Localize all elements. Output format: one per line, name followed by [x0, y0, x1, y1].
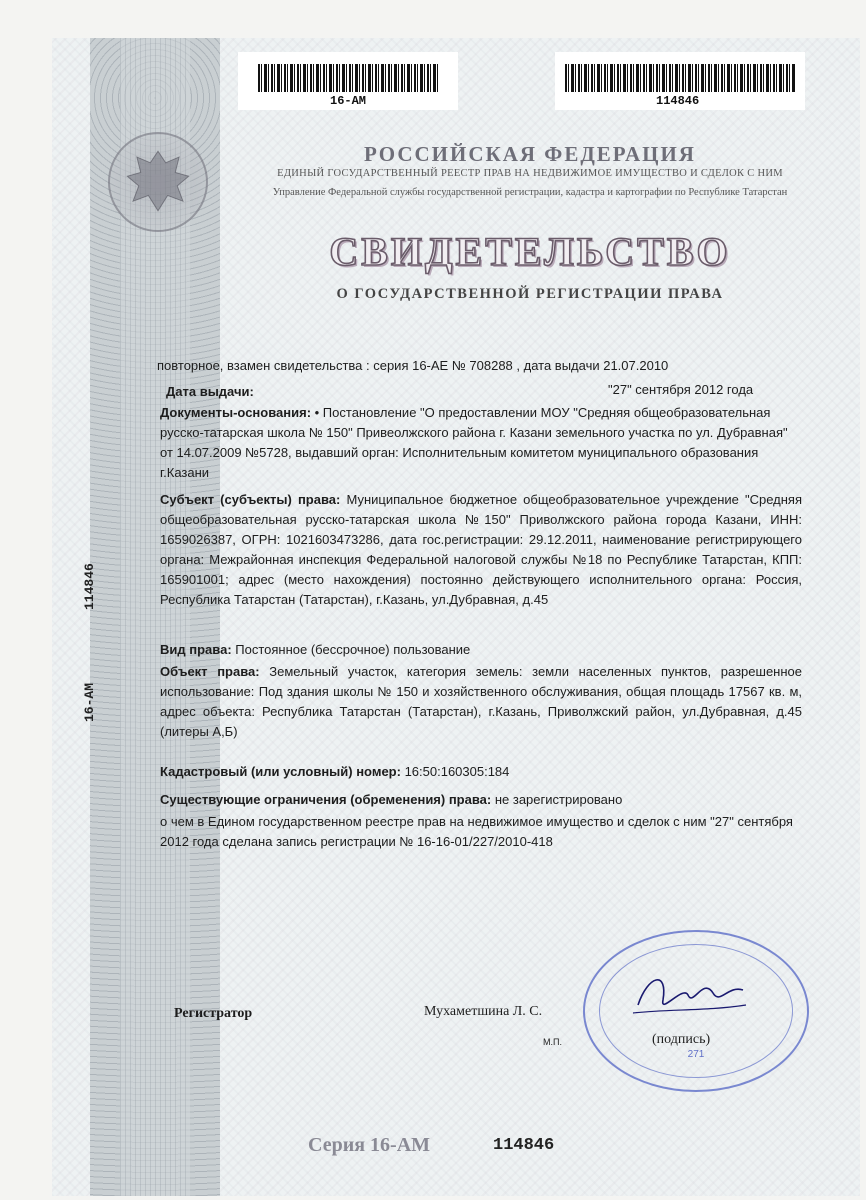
- stamp-place-label: М.П.: [543, 1037, 562, 1047]
- footer-series: Серия 16-АМ: [308, 1134, 431, 1156]
- object-value: Земельный участок, категория земель: земли населенных пунктов, разрешенное использование: Под здания школы № 150 и хозяйственного обслуживания, общая площадь 17567 кв. м, адрес объекта: Республика Татарстан (Татарстан), г.Казань, Приволжский район, ул.Дубравная, д.45 (литеры А,Б): [160, 664, 802, 739]
- side-series: 16-АМ: [82, 682, 97, 722]
- right-type-value: Постоянное (бессрочное) пользование: [231, 642, 471, 657]
- cadastral-block: [160, 762, 802, 782]
- restrictions-value: не зарегистрировано: [491, 792, 623, 807]
- issue-date-label: [166, 382, 254, 402]
- cadastral-label: Кадастровый (или условный) номер:: [160, 764, 401, 779]
- documents-block: [160, 403, 802, 483]
- issue-date-label-text: Дата выдачи:: [166, 384, 254, 399]
- right-type-block: [160, 640, 802, 660]
- cadastral-value: 16:50:160305:184: [400, 764, 510, 779]
- barcode-left-caption: 16-АМ: [330, 94, 367, 108]
- right-type-label: Вид права:: [160, 642, 232, 657]
- restrictions-label: Существующие ограничения (обременения) права:: [160, 792, 492, 807]
- registry-heading: ЕДИНЫЙ ГОСУДАРСТВЕННЫЙ РЕЕСТР ПРАВ НА НЕДВИЖИМОЕ ИМУЩЕСТВО И СДЕЛОК С НИМ: [277, 168, 783, 179]
- document-subtitle: О ГОСУДАРСТВЕННОЙ РЕГИСТРАЦИИ ПРАВА: [336, 286, 724, 302]
- authority-heading: Управление Федеральной службы государственной регистрации, кадастра и картографии по Республике Татарстан: [272, 187, 788, 198]
- barcode-left: [258, 64, 438, 92]
- registrar-name: Мухаметшина Л. С.: [424, 1004, 543, 1019]
- barcode-right: [565, 64, 795, 92]
- documents-value: • Постановление "О предоставлении МОУ "Средняя общеобразовательная русско-татарская школа № 150" Привеолжского района г. Казани земельного участка по ул. Дубравная" от 14.07.2009 №5728, выдавший орган: Исполнительным комитетом муниципального образования г.Казани: [160, 405, 788, 480]
- registrar-label: Регистратор: [174, 1006, 253, 1021]
- record-note: о чем в Едином государственном реестре прав на недвижимое имущество и сделок с ним "27" сентября 2012 года сделана запись регистрации № 16-16-01/227/2010-418: [160, 814, 793, 849]
- handwritten-signature: [628, 965, 748, 1025]
- coat-of-arms-icon: [108, 132, 208, 232]
- documents-label: Документы-основания:: [160, 405, 312, 420]
- restrictions-block: [160, 790, 802, 810]
- object-block: [160, 662, 802, 742]
- barcode-right-panel: [555, 52, 805, 110]
- repeat-note: повторное, взамен свидетельства : серия 16-АЕ № 708288 , дата выдачи 21.07.2010: [157, 358, 669, 373]
- subject-label: Субъект (субъекты) права:: [160, 492, 341, 507]
- barcode-left-panel: [238, 52, 458, 110]
- subject-value: Муниципальное бюджетное общеобразовательное учреждение "Средняя общеобразовательная русско-татарская школа №150" Приволжского района города Казани, ИНН: 1659026387, ОГРН: 1021603473286, дата гос.регистрации: 29.12.2011, наименование регистрирующего органа: Межрайонная инспекция Федеральной налоговой службы №18 по Республике Татарстан, КПП: 165901001; адрес (место нахождения) постоянно действующего исполнительного органа: Россия, Республика Татарстан (Татарстан), г.Казань, ул.Дубравная, д.45: [160, 492, 803, 607]
- country-heading: РОССИЙСКАЯ ФЕДЕРАЦИЯ: [364, 142, 696, 166]
- document-title: СВИДЕТЕЛЬСТВО: [329, 229, 731, 274]
- signature-caption: (подпись): [652, 1032, 711, 1047]
- side-number: 114846: [82, 563, 97, 610]
- issue-date-value: "27" сентября 2012 года: [608, 382, 754, 397]
- barcode-right-caption: 114846: [656, 94, 700, 108]
- footer-number: 114846: [493, 1136, 555, 1155]
- subject-block: [160, 490, 802, 610]
- stamp-number: 271: [687, 1049, 705, 1060]
- object-label: Объект права:: [160, 664, 260, 679]
